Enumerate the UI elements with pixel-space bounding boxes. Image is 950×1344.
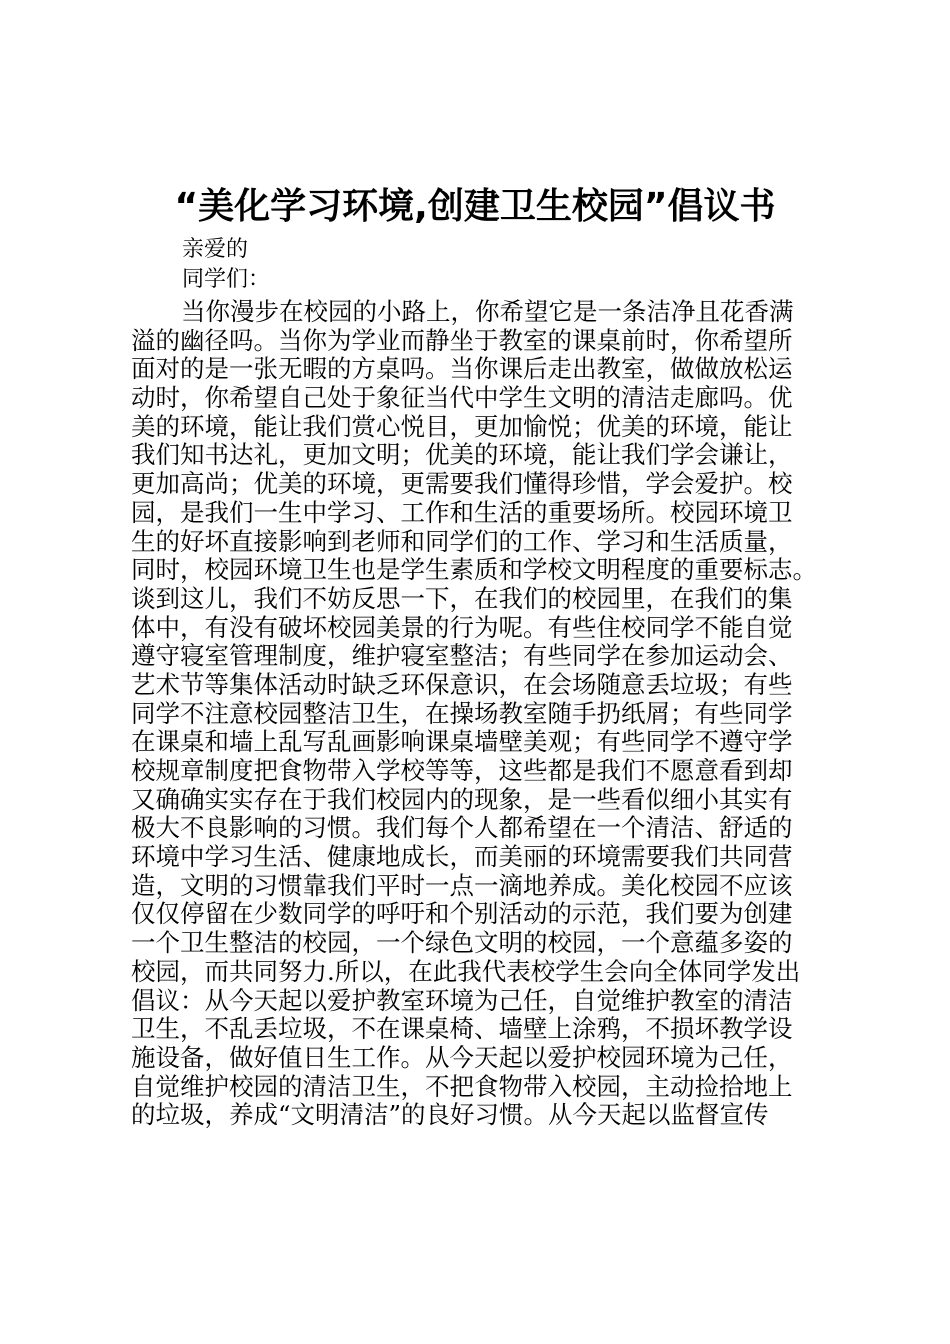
body-line: 生的好坏直接影响到老师和同学们的工作、学习和生活质量， xyxy=(131,526,793,556)
body-line: 仅仅停留在少数同学的呼吁和个别活动的示范，我们要为创建 xyxy=(131,899,793,929)
body-line: 校园，而共同努力.所以，在此我代表校学生会向全体同学发出 xyxy=(131,956,801,986)
body-line: 谈到这儿，我们不妨反思一下，在我们的校园里，在我们的集 xyxy=(131,583,793,613)
body-line: 更加高尚；优美的环境，更需要我们懂得珍惜，学会爱护。校 xyxy=(131,469,793,499)
body-line: 同时，校园环境卫生也是学生素质和学校文明程度的重要标志。 xyxy=(131,555,817,585)
body-line: 园，是我们一生中学习、工作和生活的重要场所。校园环境卫 xyxy=(131,497,793,527)
body-line: 体中，有没有破坏校园美景的行为呢。有些住校同学不能自觉 xyxy=(131,612,793,642)
salutation-line-2: 同学们： xyxy=(182,267,271,292)
body-line: 动时，你希望自己处于象征当代中学生文明的清洁走廊吗。优 xyxy=(131,383,793,413)
body-line: 艺术节等集体活动时缺乏环保意识，在会场随意丢垃圾；有些 xyxy=(131,669,793,699)
body-line: 环境中学习生活、健康地成长，而美丽的环境需要我们共同营 xyxy=(131,842,793,872)
salutation-line-1: 亲爱的 xyxy=(182,237,249,262)
body-line: 我们知书达礼，更加文明；优美的环境，能让我们学会谦让， xyxy=(131,440,793,470)
body-line: 极大不良影响的习惯。我们每个人都希望在一个清洁、舒适的 xyxy=(131,813,793,843)
body-line: 的垃圾，养成“文明清洁”的良好习惯。从今天起以监督宣传 xyxy=(131,1100,769,1130)
body-line: 当你漫步在校园的小路上，你希望它是一条洁净且花香满 xyxy=(181,297,794,326)
body-line: 造，文明的习惯靠我们平时一点一滴地养成。美化校园不应该 xyxy=(131,870,793,900)
body-line: 自觉维护校园的清洁卫生，不把食物带入校园，主动捡拾地上 xyxy=(131,1071,793,1101)
body-line: 同学不注意校园整洁卫生，在操场教室随手扔纸屑；有些同学 xyxy=(131,698,793,728)
body-paragraph xyxy=(131,298,831,1130)
body-line: 施设备，做好值日生工作。从今天起以爱护校园环境为己任， xyxy=(131,1042,793,1072)
body-line: 一个卫生整洁的校园，一个绿色文明的校园，一个意蕴多姿的 xyxy=(131,928,793,958)
body-line: 遵守寝室管理制度，维护寝室整洁；有些同学在参加运动会、 xyxy=(131,641,793,671)
document-title: “美化学习环境,创建卫生校园”倡议书 xyxy=(174,186,776,227)
body-line: 又确确实实存在于我们校园内的现象，是一些看似细小其实有 xyxy=(131,784,793,814)
body-line: 在课桌和墙上乱写乱画影响课桌墙壁美观；有些同学不遵守学 xyxy=(131,727,793,757)
body-line: 卫生，不乱丢垃圾，不在课桌椅、墙壁上涂鸦，不损坏教学设 xyxy=(131,1014,793,1044)
body-line: 倡议：从今天起以爱护教室环境为己任，自觉维护教室的清洁 xyxy=(131,985,793,1015)
body-line: 校规章制度把食物带入学校等等，这些都是我们不愿意看到却 xyxy=(131,756,793,785)
body-line: 溢的幽径吗。当你为学业而静坐于教室的课桌前时，你希望所 xyxy=(131,325,793,355)
body-line: 面对的是一张无暇的方桌吗。当你课后走出教室，做做放松运 xyxy=(131,354,793,384)
body-line: 美的环境，能让我们赏心悦目，更加愉悦；优美的环境，能让 xyxy=(131,411,793,441)
